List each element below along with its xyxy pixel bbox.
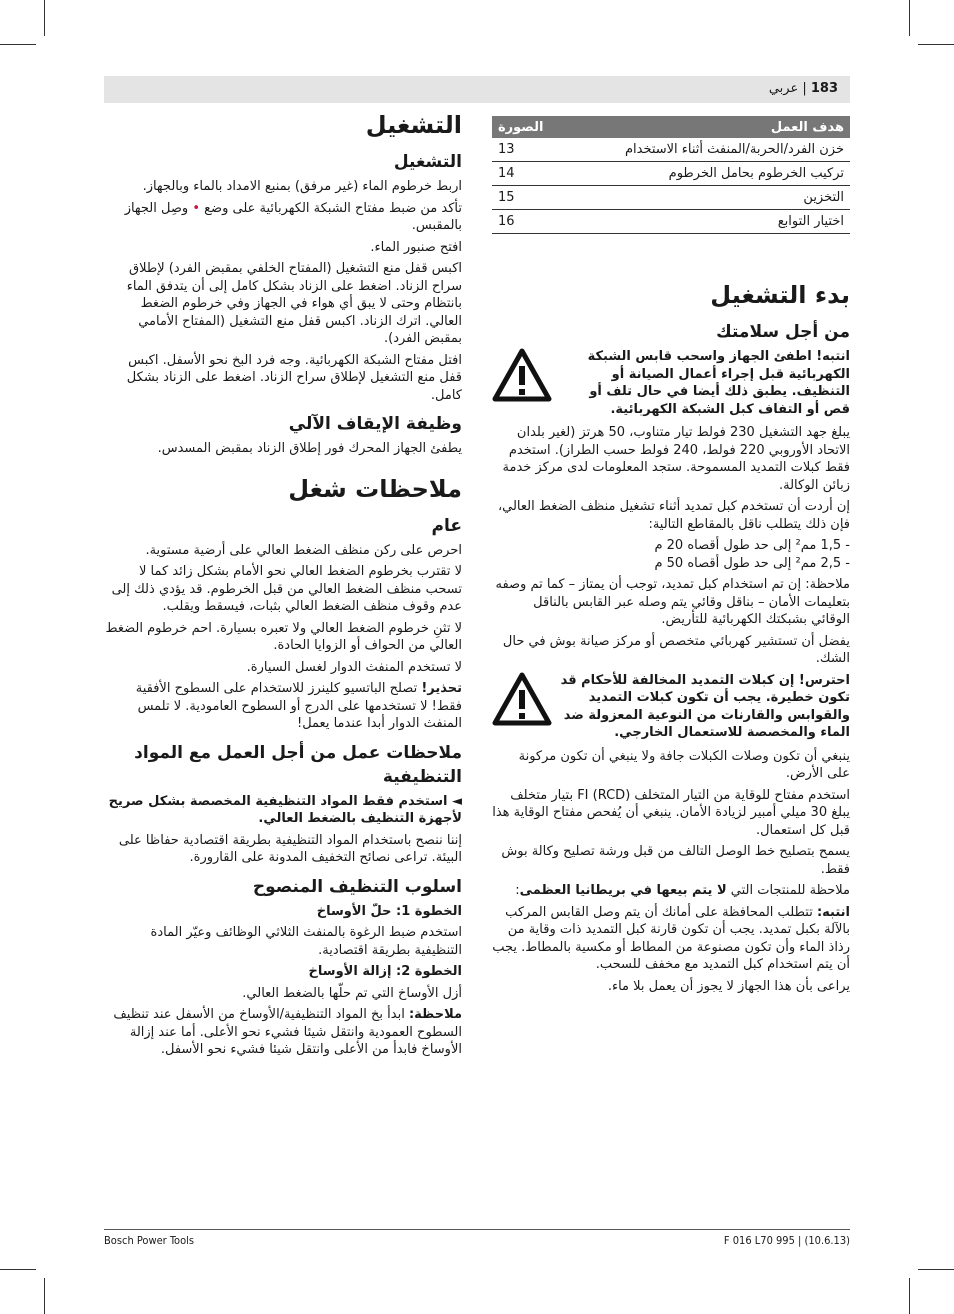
note-colon: : [515, 883, 520, 898]
header-language: عربي [768, 81, 799, 96]
paragraph: افتل مفتاح الشبكة الكهربائية. وجه فرد البخ نحو الأسفل. اكبس قفل منع التشغيل لإطلاق سراح الزناد. اضغط على الزناد بشكل كامل. [126, 352, 462, 403]
paragraph: لا تثنِ خرطوم الضغط العالي ولا تعبره بسيارة. احم خرطوم الضغط العالي من الحواف أو الزوايا الحادة. [105, 620, 462, 653]
paragraph: إن أردت أن تستخدم كبل تمديد أثناء تشغيل منظف الضغط العالي، فإن ذلك يتطلب ناقل بالمقاطع التالية: [497, 499, 850, 532]
paragraph-text: تأكد من ضبط مفتاح الشبكة الكهربائية على وضع [199, 200, 462, 216]
note-text: ملاحظة للمنتجات التي [726, 883, 850, 898]
paragraph: إننا ننصح باستخدام المواد التنظيفية بطريقة اقتصادية حفاظا على البيئة. تراعى نصائح التخفيف المدونة على القارورة. [118, 832, 462, 865]
page-number: 183 [810, 81, 838, 96]
table-cell-goal: تركيب الخرطوم بحامل الخرطوم [594, 162, 850, 186]
header-text [769, 81, 838, 96]
table-cell-figure: 14 [492, 162, 594, 186]
paragraph: يراعى بأن هذا الجهاز لا يجوز أن يعمل بلا ماء. [607, 978, 850, 994]
right-column [492, 116, 850, 999]
paragraph: يفضل أن تستشير كهربائي متخصص أو مركز صيانة بوش في حال الشك. [502, 633, 850, 666]
paragraph: يطفئ الجهاز المحرك فور إطلاق الزناد بمقبض المسدس. [157, 441, 462, 456]
crop-mark [918, 44, 954, 45]
paragraph: اربط خرطوم الماء (غير مرفق) بمنبع الامداد بالماء وبالجهاز. [142, 179, 462, 194]
bullet-item: ◄ استخدم فقط المواد التنظيفية المخصصة بشكل صريح لأجهزة التنظيف بالضغط العالي. [108, 793, 462, 826]
attention-text: تتطلب المحافظة على أمانك أن يتم وصل القابس المركب بالآلة بكبل تمديد. يجب أن تكون قارنة كبل التمديد ذات وقاية من رذاذ الماء وأن تكون مصنوعة من المطاط أو مكسية بالمطاط. يجب أن يتم استخدام كبل التمديد مع مخفف للسحب. [492, 904, 850, 972]
warning-text: احترس! إن كبلات التمديد المخالفة للأحكام قد تكون خطيرة. يجب أن تكون كبلات التمديد والقوابس والقارنات من النوعية المعزولة ضد الماء والمخصصة للاستعمال الخارجي. [560, 672, 850, 740]
step-title: الخطوة 1: حلّ الأوساخ [316, 903, 462, 919]
crop-mark [909, 0, 910, 36]
footer-doc-number: F 016 L70 995 | (10.6.13) [723, 1234, 850, 1247]
caution-label: تحذير! [421, 681, 462, 696]
paragraph: استخدم ضبط الرغوة بالمنفث الثلاثي الوظائف وعيّر المادة التنظيفية بطريقة اقتصادية. [150, 925, 462, 958]
paragraph: استخدم مفتاح للوقاية من التيار المتخلف FI (RCD) بتيار متخلف يبلغ 30 ميلي أمبير لزيادة الأمان. ينبغي أن يُفحص مفتاح الوقاية هذا قبل كل استعمال. [492, 787, 850, 838]
note-text: ابدأ بخ المواد التنظيفية/الأوساخ من الأسفل عند تنظيف السطوح العمودية وانتقل شيئا فشيء نحو الأعلى. أما عند إزالة الأوساخ فابدأ من الأعلى وانتقل شيئا فشيء نحو الأسفل. [113, 1007, 462, 1057]
paragraph: اكبس قفل منع التشغيل (المفتاح الخلفي بمقبض الفرد) لإطلاق سراح الزناد. اضغط على الزناد بشكل كامل إلى أن يتدفق الماء بانتظام وحتى لا يبق أي هواء في الجهاز وفي خرطوم الضغط العالي. اترك الزناد. اكبس قفل منع التشغيل (المفتاح الأمامي بمقبض الفرد). [126, 261, 462, 346]
table-row [492, 162, 850, 186]
crop-mark [909, 1278, 910, 1314]
attention-label: انتبه: [816, 904, 850, 920]
crop-mark [44, 0, 45, 36]
paragraph: افتح صنبور الماء. [370, 239, 462, 255]
paragraph-text: وصِل الجهاز بالمقبس. [124, 200, 462, 233]
table-row [492, 210, 850, 234]
caution-text: تصلح الباتسيو كلينرز للاستخدام على السطوح الأفقية فقط! لا تستخدمها على الدرج أو السطوح العامودية. لا تلمس المنفث الدوار أبدا عندما يعمل! [135, 681, 462, 731]
on-symbol-dot: • [192, 200, 200, 216]
table-header-figure: الصورة [492, 116, 594, 138]
crop-mark [918, 1269, 954, 1270]
paragraph [104, 1006, 462, 1059]
section-title-work-notes: ملاحظات شغل [288, 474, 462, 503]
paragraph: يبلغ جهد التشغيل 230 فولط تيار متناوب، 50 هرتز (لغير بلدان الاتحاد الأوروبي 220 فولط، 240 فولط حسب الطراز). استخدم فقط كبلات التمديد المسموحة. ستجد المعلومات لدى مركز خدمة زبائن الوكالة. [502, 425, 850, 493]
table-cell-figure: 16 [492, 210, 594, 234]
table-row [492, 138, 850, 162]
paragraph: احرص على ركن منظف الضغط العالي على أرضية مستوية. [145, 542, 462, 558]
heading-auto-stop: وظيفة الإيقاف الآلي [288, 414, 462, 434]
warning-block [492, 672, 850, 742]
paragraph [492, 904, 850, 974]
step-title: الخطوة 2: إزالة الأوساخ [308, 964, 462, 979]
table-cell-figure: 13 [492, 138, 594, 162]
heading-cleaning-method: اسلوب التنظيف المنصوح [252, 876, 462, 897]
crop-mark [0, 1269, 36, 1270]
paragraph: لا تقترب بخرطوم الضغط العالي نحو الأمام بشكل زائد كما لا تسحب منظف الضغط العالي من قبل الخرطوم. قد يؤدي ذلك إلى عدم وقوف منظف الضغط العالي بثبات، فيسقط ويقلب. [111, 564, 462, 614]
paragraph [104, 680, 462, 733]
note-emphasis: لا يتم بيعها في بريطانيا العظمى [519, 883, 727, 898]
table-cell-goal: اختيار التوابع [594, 210, 850, 234]
table-header-goal: هدف العمل [594, 116, 850, 138]
page-header [104, 76, 850, 103]
warning-block [492, 348, 850, 418]
table-cell-goal: التخزين [594, 186, 850, 210]
warning-text: انتبه! اطفئ الجهاز واسحب قابس الشبكة الكهربائية قبل إجراء أعمال الصيانة أو التنظيف. يطبق ذلك أيضا في حال تلف أو قص أو التفاف كبل الشبكة الكهربائية. [587, 349, 850, 417]
crop-mark [44, 1278, 45, 1314]
paragraph: ينبغي أن تكون وصلات الكبلات جافة ولا ينبغي أن تكون مركونة على الأرض. [518, 748, 850, 781]
list-item: - 1,5 مم² إلى حد طول أقصاه 20 م [654, 538, 850, 553]
section-title-startup: بدء التشغيل [710, 281, 850, 309]
work-goal-table [492, 116, 850, 234]
footer-brand: Bosch Power Tools [104, 1234, 195, 1247]
heading-general: عام [431, 515, 462, 536]
heading-for-your-safety: من أجل سلامتك [716, 322, 850, 342]
paragraph: لا تستخدم المنفث الدوار لغسل السيارة. [246, 659, 462, 675]
warning-triangle-icon [492, 672, 552, 726]
table-header-row [492, 116, 850, 138]
crop-mark [0, 44, 36, 45]
table-row [492, 186, 850, 210]
section-title-operation: التشغيل [365, 111, 462, 139]
paragraph [104, 200, 462, 235]
heading-cleaning-agents: ملاحظات عمل من أجل العمل مع المواد التنظيفية [134, 742, 462, 787]
paragraph: يسمح بتصليح خط الوصل التالف من قبل ورشة تصليح وكالة بوش فقط. [501, 844, 850, 877]
table-cell-figure: 15 [492, 186, 594, 210]
table-cell-goal: خزن الفرد/الحربة/المنفث أثناء الاستخدام [594, 138, 850, 162]
left-column [104, 108, 462, 1063]
paragraph: أزل الأوساخ التي تم حلّها بالضغط العالي. [242, 985, 462, 1001]
note-label: ملاحظة: [408, 1007, 462, 1022]
list-item: - 2,5 مم² إلى حد طول أقصاه 50 م [654, 555, 850, 571]
paragraph: ملاحظة: إن تم استخدام كبل تمديد، توجب أن يمتاز – كما تم وصفه بتعليمات الأمان – بناقل وقائي يتم وصله عبر القابس بالناقل الوقائي بشبكتك الكهربائية للتأريض. [495, 577, 850, 627]
paragraph [492, 882, 850, 900]
warning-triangle-icon [492, 348, 552, 402]
header-separator: | [798, 81, 807, 96]
page-footer [104, 1229, 850, 1247]
heading-operation: التشغيل [393, 152, 462, 172]
